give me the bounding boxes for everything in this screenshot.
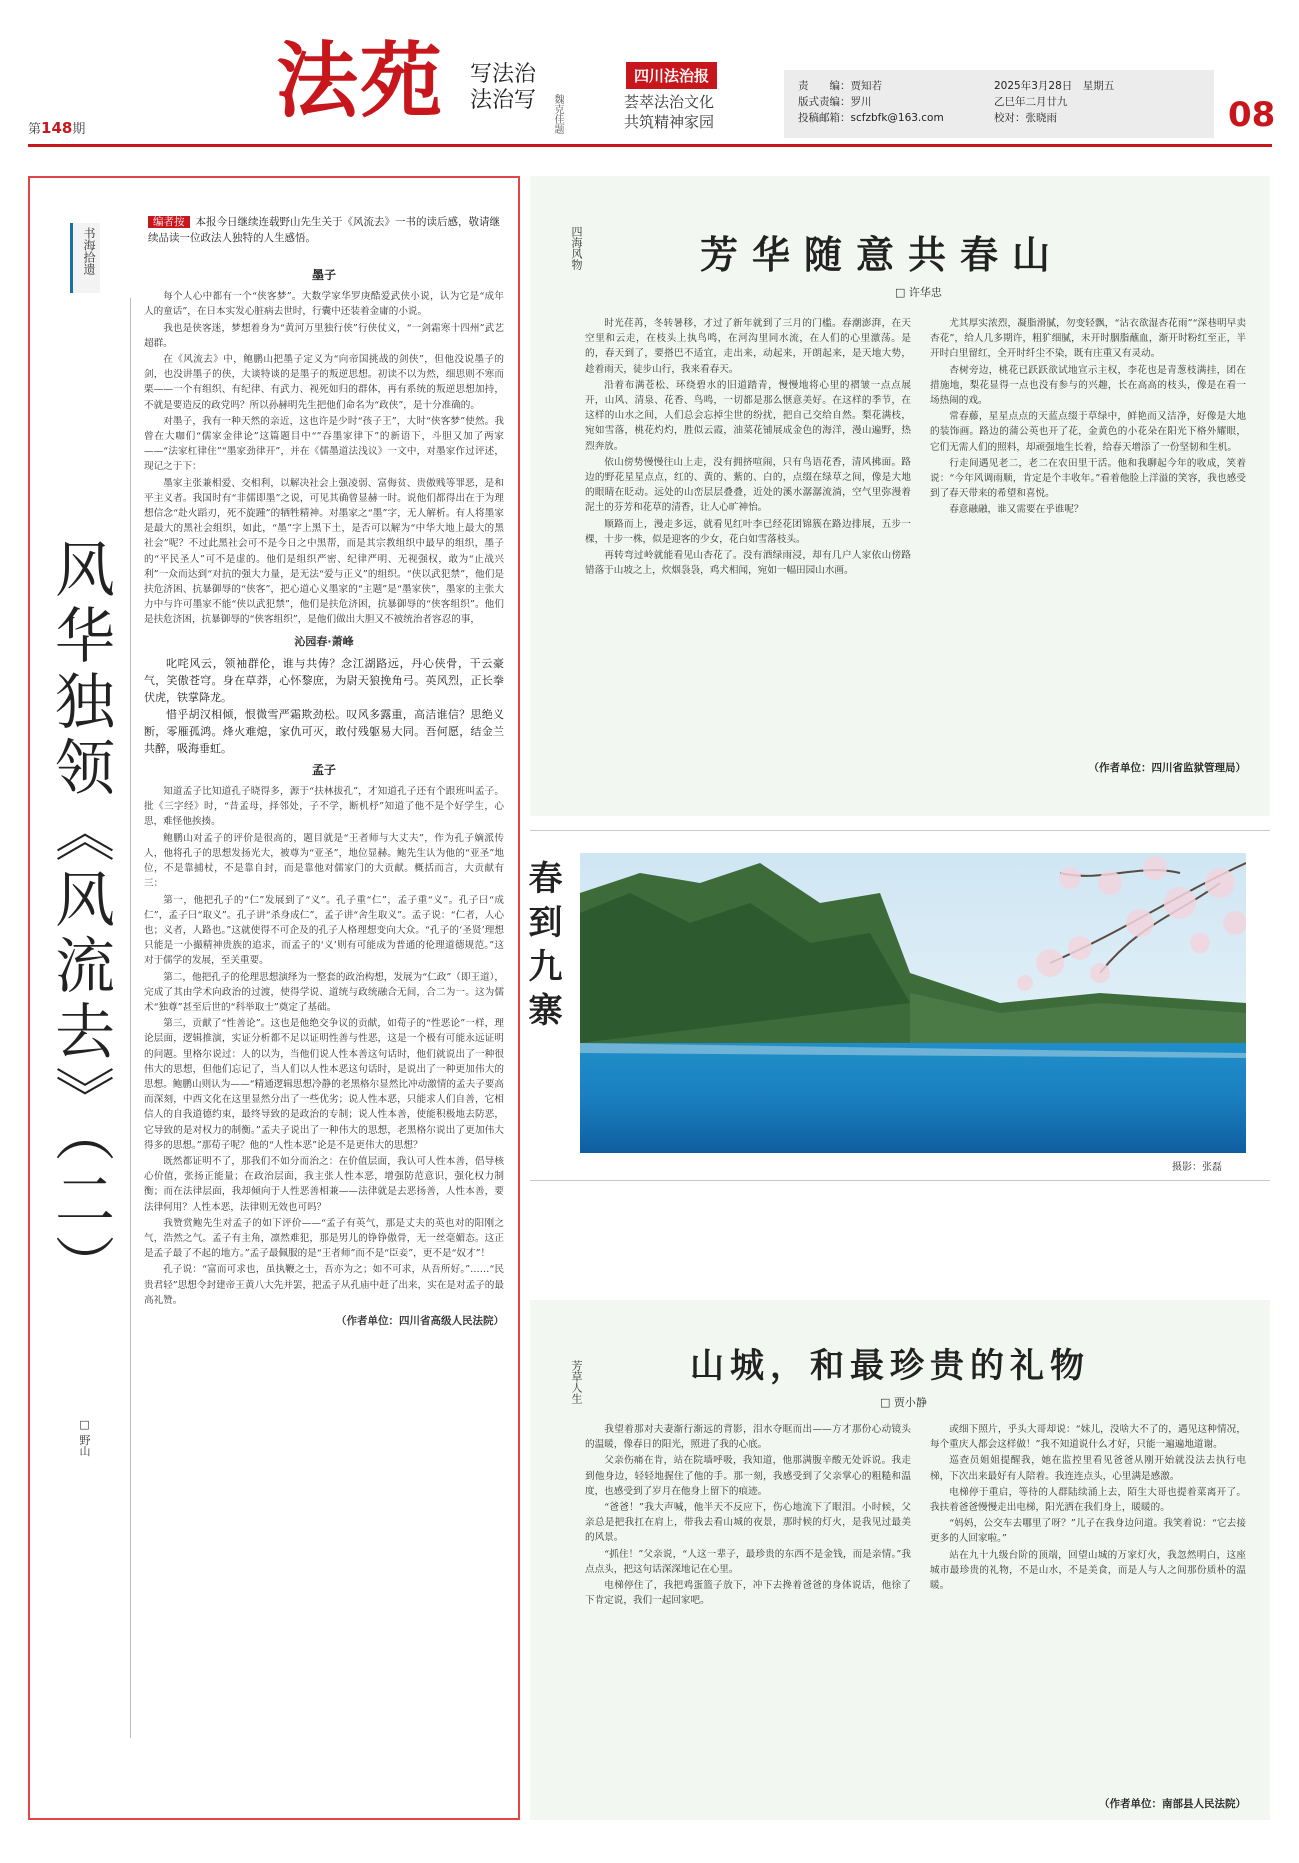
article1-paragraph: 春意融融，谁又需要在乎谁呢？ <box>949 504 1084 516</box>
proofreader: 校对：张晓雨 <box>994 112 1057 124</box>
left-article-title: 风华独领《风流去》（二） <box>45 538 115 1300</box>
article2-paragraph: 站在九十九级台阶的顶端，回望山城的万家灯火，我忽然明白，这座城市最珍贵的礼物，不是山水，不是美食，而是人与人之间那份质朴的温暖。 <box>930 1549 1246 1592</box>
article1-paragraph: 依山傍势慢慢往山上走，没有拥挤喧闹，只有鸟语花香，清风拂面。路边的野花星星点点，红的、黄的、紫的、白的，点缀在绿草之间，像是大地的眼睛在眨动。远处的山峦层层叠叠，近处的溪水潺潺流淌，空气里弥漫着泥土的芬芳和花草的清香，让人心旷神怡。 <box>585 456 911 514</box>
mengzi-paragraph: 孔子说：“富而可求也，虽执鞭之士，吾亦为之；如不可求，从吾所好。”……“民贵君轻”思想令封建帝王黄八大先并罢，把孟子从孔庙中赶了出来，实在是对孟子的最高礼赞。 <box>144 1264 504 1306</box>
left-article-frame <box>28 176 520 1820</box>
mozi-paragraph: 我也是侠客迷，梦想着身为“黄河万里独行侠”行侠仗义，“一剑霜寒十四州”武艺超群。 <box>144 322 504 349</box>
article2-column-1 <box>585 1422 911 1817</box>
masthead <box>0 0 1299 150</box>
jiuzhaigou-photo <box>580 853 1246 1153</box>
column-divider <box>130 298 131 1738</box>
article1-byline: □ 许华忠 <box>895 286 942 299</box>
editor-note <box>148 214 508 246</box>
mozi-paragraph: 每个人心中都有一个“侠客梦”。大数学家华罗庚酷爱武侠小说，认为它是“成年人的童话”，在日本实发心脏病去世时，行囊中还装着金庸的小说。 <box>144 291 504 318</box>
article1-title: 芳华随意共春山 <box>700 232 1065 277</box>
motto-line-1: 荟萃法治文化 <box>624 93 715 111</box>
article1-paragraph: 杏树旁边，桃花已跃跃欲试地宣示主权，李花也是青葱枝满挂，团在措施地，梨花显得一点也没有参与的兴趣，长在高高的枝头，像是在看一场热闹的戏。 <box>930 364 1246 407</box>
article2-paragraph: 我望着那对夫妻渐行渐远的背影，泪水夺眶而出——方才那份心动镜头的温暖，像春日的阳光，照进了我的心底。 <box>585 1424 911 1451</box>
poem-title: 沁园春·萧峰 <box>294 634 354 648</box>
photo-section-title: 春到九寨 <box>522 860 562 1036</box>
left-article-body <box>144 262 504 1807</box>
page-number: 08 <box>1228 95 1276 135</box>
subhead-mengzi: 孟子 <box>311 762 336 777</box>
submission-email: 投稿邮箱：scfzbfk@163.com <box>798 112 944 124</box>
poem-stanza: 叱咤风云，领袖群伦，谁与共俦？念江湖路远，丹心侠骨，干云豪气，笑傲苍穹。身在草莽，心怀黎庶，为尉天狼挽角弓。英风烈，正长拳伏虎，铁掌降龙。 <box>144 656 504 704</box>
article1-paragraph: 顺路而上，漫走多远，就看见红叶李已经花团锦簇在路边排展，五步一棵，十步一株，似是迎客的少女，花白如雪落枝头。 <box>585 518 911 545</box>
mozi-paragraph: 对墨子，我有一种天然的亲近，这也许是少时“孩子王”，大时“侠客梦”使然。我曾在大咖们“儒家金律论”这篇题目中“”吞墨家律下”的新语下，斗胆又加了两家——“法家杠律住”“墨家劲律开”，并在《儒墨道法浅议》一文中，对墨家作过评述，现记之于下： <box>144 415 504 473</box>
article1-paragraph: 时光荏苒，冬转暑移，才过了新年就到了三月的门槛。春潮澎湃，在天空里和云走，在枝头上执鸟鸣，在河沟里同水流，在人们的心里激荡。是的，春天到了，要搭巴不适宜，走出来，动起来，开朗起来，是天地大势，趁着雨天，徒步山行，我来看春天。 <box>585 318 911 375</box>
article1-paragraph: 再转弯过岭就能看见山杏花了。没有酒绿雨浸，却有几户人家依山傍路错落于山坡之上，炊烟袅袅，鸡犬相闻，宛如一幅田园山水画。 <box>585 550 911 577</box>
publish-date: 2025年3月28日 星期五 <box>994 80 1115 92</box>
slogan: 写法治 法治写 <box>470 62 537 114</box>
lunar-date: 乙巳年二月廿九 <box>994 96 1068 108</box>
article2-section-tag: 芳草人生 <box>570 1360 583 1404</box>
mengzi-paragraphs <box>144 784 504 1308</box>
article1-author-unit: （作者单位：四川省监狱管理局） <box>1088 762 1246 774</box>
editor-note-text: 本报今日继续连载野山先生关于《风流去》一书的读后感，敬请继续品读一位政法人独特的人生感悟。 <box>148 216 500 244</box>
article2-byline: □ 贾小静 <box>880 1396 927 1409</box>
article1-paragraph: 行走间遇见老二，老二在农田里干活。他和我聊起今年的收成，笑着说：“今年风调雨顺，肯定是个丰收年。”看着他脸上洋溢的笑容，我也感受到了春天带来的希望和喜悦。 <box>930 457 1246 500</box>
left-article-author: □ 野山 <box>78 1418 91 1457</box>
poem <box>144 655 504 757</box>
motto <box>624 92 754 133</box>
article2-paragraph: 父亲伤痛在肯，站在院墙呼吸，我知道，他那满腹辛酸无处诉说。我走到他身边，轻轻地握住了他的手。那一刻，我感受到了父亲掌心的粗糙和温度，也感受到了岁月在他身上留下的痕迹。 <box>585 1455 911 1497</box>
layout-editor: 版式责编：罗川 <box>798 96 872 108</box>
article2-paragraph: 或细下照片，乎头大哥却说：“妹儿，没啥大不了的，遇见这种情况，每个重庆人都会这样做！”我不知道说什么才好，只能一遍遍地道谢。 <box>930 1424 1246 1451</box>
article1-section-tag: 四海风物 <box>570 226 583 270</box>
date-info <box>994 78 1114 126</box>
mengzi-paragraph: 知道孟子比知道孔子晓得多，源于“扶林拔孔”，才知道孔子还有个跟班叫孟子。批《三字经》时，“昔孟母，择邻处，子不学，断机杼”知道了他不是个好学生，心思，难怪他挨揍。 <box>144 786 504 828</box>
article2-paragraph: “抓住！”父亲说，“人这一辈子，最珍贵的东西不是金钱，而是亲情。”我点点头，把这句话深深地记在心里。 <box>585 1548 911 1575</box>
newspaper-logo: 四川法治报 <box>626 62 717 89</box>
article2-paragraph: “妈妈，公交车去哪里了呀？”儿子在我身边问道。我笑着说：“它去接更多的人回家啦。” <box>930 1518 1246 1545</box>
article2-column-2 <box>930 1422 1246 1790</box>
chief-editor: 责 编：贾知若 <box>798 80 882 92</box>
article1-paragraph: 沿着布满苍松、环绕碧水的旧道踏青，慢慢地将心里的褶皱一点点展开，山风、清泉、花香、鸟鸣，一切都是那么惬意美好。在这样的季节，在这样的山水之间，人们总会忘掉尘世的纷扰，把自己交给自然。梨花满枝，宛如雪落，桃花灼灼，胜似云霞，油菜花铺展成金色的海洋，漫山遍野，热烈奔放。 <box>585 379 911 452</box>
article1-paragraph: 常春藤，星星点点的天蓝点缀于草绿中，鲜艳而又洁净，好像是大地的装饰画。路边的蒲公英也开了花，金黄色的小花朵在阳光下格外耀眼，它们无需人们的照料，却顽强地生长着，给春天增添了一份坚韧和生机。 <box>930 411 1246 453</box>
left-author-unit: （作者单位：四川省高级人民法院） <box>336 1314 504 1327</box>
mozi-paragraphs <box>144 289 504 627</box>
mengzi-paragraph: 既然都证明不了，那我们不如分而治之：在价值层面，我认可人性本善，倡导核心价值，张扬正能量；在政治层面，我主张人性本恶，增强防范意识，强化权力制衡；而在法律层面，我却倾向于人性恶善相兼——法律就是去恶扬善，人性本善，要法律何用？人性本恶，法律则无效也可吗？ <box>144 1155 504 1213</box>
mengzi-paragraph: 第一，他把孔子的“仁”发展到了“义”。孔子重“仁”，孟子重“义”。孔子曰“成仁”，孟子曰“取义”。孔子讲“杀身成仁”，孟子讲“舍生取义”。孟子说：“仁者，人心也；义者，人路也。”这就使得不可企及的孔子人格理想变向大众。“孔子的‘圣贤’理想只能是一小撮精神贵族的追求，而孟子的‘义’则有可能成为普通的伦理道德规范。”这对于儒学的发展，至关重要。 <box>144 894 504 967</box>
editor-note-badge: 编者按 <box>148 216 190 228</box>
article1-column-1 <box>585 316 911 786</box>
supplement-title: 法苑 <box>276 33 445 129</box>
editor-info <box>798 78 944 126</box>
mengzi-paragraph: 我赞赏鲍先生对孟子的如下评价——“孟子有英气，那是丈夫的英也对的阳刚之气，浩然之气。孟子有主角，凛然难犯，那是男儿的铮铮傲骨，无一丝毫媚态。这正是孟子最了不起的地方。”孟子最佩服的是“王者师”而不是“臣妾”，更不是“奴才”！ <box>144 1217 504 1260</box>
mozi-paragraph: 在《风流去》中，鲍鹏山把墨子定义为“向帝国挑战的剑侠”，但他没说墨子的剑，也没讲墨子的侠，大谈特谈的是墨子的叛逆思想。初读不以为然，细思则不寒而栗——一个有组织、有纪律、有武力、视死如归的群体，再有系统的叛逆思想加持，不就是要造反的政党吗？所以孙赫明先生把他们命名为“政侠”，是十分准确的。 <box>144 354 504 411</box>
mengzi-paragraph: 第三，贡献了“性善论”。这也是他绝交争议的贡献，如荀子的“性恶论”一样，理论层面，逻辑推演，实证分析都不足以证明性善与性恶，这是一个极有可能永远证明的问题。里格尔说过：人的以为，当他们说人性本善这句话时，他们就说出了一种很伟大的思想，但他们忘记了，当人们以人性本恶这句话时，是说出了一种更加伟大的思想。鲍鹏山则认为——“精通逻辑思想冷静的老黑格尔显然比冲动激情的孟夫子要高而深刻，中西文化在这里显然分出了一些优劣；说人性本恶，只能求人们自善，它相信人的自我道德约束，最终导致的是政治的专制；说人性本善，使能积极地去防恶，它导致的是对权力的制衡。”孟夫子说出了一种伟大的思想，老黑格尔说出了更加伟大得多的思想。”那荀子呢？他的“人性本恶”论是不是更伟大的思想？ <box>144 1018 504 1151</box>
mozi-paragraph: 墨家主张兼相爱、交相利，以解决社会上强凌弱、富侮贫、贵傲贱等罪恶，是和平主义者。我国时有“非儒即墨”之说，可见其确曾显赫一时。说他们都得出在于为理想信念“赴火蹈刃，死不旋踵”的牺牲精神。对墨家之“墨”字，无人解析。有人将墨家是最大的黑社会组织，如此，“墨”字上黑下土，是否可以解为“中华大地上最大的黑社会”呢？不过此黑社会可不是今日之中黑帮，而是其宗教组织中最早的组织，墨子的“平民圣人”可不是虚的。他们是组织严密、纪律严明、无视强权，敢为“止战兴利”一众而达到“对抗的强大力量，是无法“爱与正义”的组织。“侠以武犯禁”，他们是扶危济困、抗暴御辱的“侠客”，把心道心义墨家的“主题”是“墨家侠”，墨家的主张大力中与许可墨家不能“侠以武犯禁”，他们是扶危济困，抗暴御辱的“侠客组织”。他们是扶危济困，抗暴御辱的“侠客组织”，是他们做出大胆又不被统治者容忍的事， <box>144 477 504 626</box>
photo-caption: 摄影：张磊 <box>1172 1162 1222 1173</box>
divider <box>530 1180 1270 1181</box>
landscape-image <box>580 853 1246 1153</box>
edition-info-box <box>784 70 1214 138</box>
mengzi-paragraph: 第二，他把孔子的伦理思想演绎为一整套的政治构想，发展为“仁政”（即王道），完成了其由学术向政治的过渡，使得学说、道统与政统融合无间，合二为一。这为儒术“独尊”甚至后世的“科举取士”奠定了基础。 <box>144 971 504 1013</box>
section-tag: 书海拾遗 <box>70 223 100 293</box>
article1-column-2 <box>930 316 1246 756</box>
mengzi-paragraph: 鲍鹏山对孟子的评价是很高的，题目就是“王者师与大丈夫”，作为孔子嫡派传人，他将孔子的思想发扬光大，被尊为“亚圣”，地位显赫。鲍先生认为他的“亚圣”地位，不是靠捕杖，不是靠自封，而是靠他对儒家门的大贡献。概括而言，大贡献有三： <box>144 832 504 890</box>
motto-line-2: 共筑精神家园 <box>624 113 715 132</box>
divider <box>530 830 1270 831</box>
article1-paragraph: 尤其厚实浓烈，凝脂滑腻，勿变轻飘，“沾衣欲湿杏花雨”“深巷明早卖杏花”，给人几多期许，粗犷细腻，未开时胭脂蘸血，渐开时粉红至正，半开时白里留红，全开时纤尘不染，既有庄重又有灵动。 <box>930 318 1246 360</box>
masthead-rule <box>28 144 1272 147</box>
article2-author-unit: （作者单位：南部县人民法院） <box>1099 1798 1246 1810</box>
calligraphy-signature: 魏克佳题 <box>552 94 563 134</box>
article2-title: 山城，和最珍贵的礼物 <box>690 1346 1090 1386</box>
article2-paragraph: “爸爸！”我大声喊，他半天不反应下，伤心地流下了眼泪。小时候，父亲总是把我扛在肩上，带我去看山城的夜景，那时候的灯火，是我见过最美的风景。 <box>585 1502 911 1544</box>
article2-paragraph: 电梯停于重启，等待的人群陆续涌上去，陌生大哥也提着菜离开了。我扶着爸爸慢慢走出电梯，阳光洒在我们身上，暖暖的。 <box>930 1486 1246 1514</box>
article2-paragraph: 巡查员姐姐提醒我，她在监控里看见爸爸从刚开始就没法去执行电梯，下次出来最好有人陪着。我连连点头，心里满是感激。 <box>930 1455 1246 1482</box>
issue-number: 第148期 <box>28 119 86 137</box>
article2-paragraph: 电梯停住了，我把鸡蛋篮子放下，冲下去搀着爸爸的身体说话，他徐了下肯定说，我们一起回家吧。 <box>585 1580 911 1607</box>
subhead-mozi: 墨子 <box>311 268 336 282</box>
poem-stanza: 惜乎胡汉相倾，恨微雪严霜欺劲松。叹风多露重，高洁谁信？思绝义断，零雁孤鸿。烽火难熄，家仇可灭，敢付残躯易大同。吾何愿，结金兰共醉，吸海垂虹。 <box>144 707 504 755</box>
